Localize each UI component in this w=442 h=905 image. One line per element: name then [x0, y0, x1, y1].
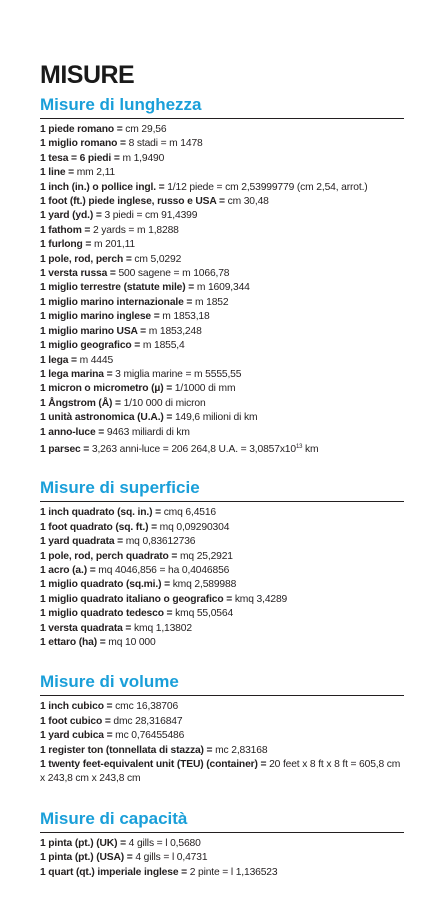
measure-unit: 1 micron o micrometro (µ) =	[40, 383, 173, 395]
measure-unit: 1 foot quadrato (sq. ft.) =	[40, 521, 157, 533]
measure-unit: 1 lega marina =	[40, 368, 113, 380]
section-length	[40, 94, 404, 457]
measure-unit: 1 fathom =	[40, 224, 91, 236]
measure-value: kmq 55,0564	[175, 608, 234, 620]
measure-entry	[40, 715, 404, 729]
measure-entry	[40, 607, 404, 621]
measure-value: 4 gills = l 0,4731	[135, 852, 208, 864]
measure-entry	[40, 866, 404, 880]
measure-unit: 1 miglio marino USA =	[40, 325, 147, 337]
measure-value: cm 5,0292	[134, 253, 182, 265]
measure-value: mm 2,11	[76, 167, 115, 179]
measure-entry	[40, 354, 404, 368]
measure-unit: 1 tesa = 6 piedi =	[40, 152, 120, 164]
measure-unit: 1 quart (qt.) imperiale inglese =	[40, 866, 187, 878]
measure-value: 1/10 000 di micron	[123, 397, 206, 409]
measure-value: mq 10 000	[108, 637, 156, 648]
measure-entry	[40, 209, 404, 223]
measure-unit: 1 inch (in.) o pollice ingl. =	[40, 181, 165, 193]
measure-entry	[40, 224, 404, 238]
measure-unit: 1 anno-luce =	[40, 426, 105, 438]
measure-unit: 1 miglio quadrato (sq.mi.) =	[40, 579, 170, 591]
measure-unit-suffix: km	[302, 443, 319, 455]
measure-unit: 1 lega =	[40, 354, 77, 366]
measure-entry	[40, 123, 404, 137]
measure-entry	[40, 837, 404, 851]
measure-value: 3 piedi = cm 91,4399	[104, 210, 198, 222]
measure-entry	[40, 267, 404, 281]
measure-unit: 1 unità astronomica (U.A.) =	[40, 412, 173, 424]
measure-entry	[40, 137, 404, 151]
measure-value: m 1852	[194, 296, 229, 308]
section-title-capacity: Misure di capacità	[40, 808, 404, 833]
measure-entry	[40, 253, 404, 267]
measure-unit: 1 miglio marino inglese =	[40, 311, 160, 323]
measure-value: 2 yards = m 1,8288	[93, 224, 179, 236]
measure-entry	[40, 729, 404, 743]
measure-value: mc 0,76455486	[115, 730, 185, 742]
measure-value: 149,6 milioni di km	[174, 412, 258, 424]
measure-unit: 1 pole, rod, perch =	[40, 253, 132, 265]
entry-list-length	[40, 123, 404, 457]
document-page	[40, 60, 404, 880]
section-area	[40, 477, 404, 650]
section-title-area: Misure di superficie	[40, 477, 404, 502]
measure-entry	[40, 181, 404, 195]
measure-unit: 1 miglio geografico =	[40, 340, 141, 352]
measure-value: kmq 2,589988	[172, 579, 237, 591]
measure-entry	[40, 593, 404, 607]
measure-entry	[40, 521, 404, 535]
measure-unit: 1 miglio terrestre (statute mile) =	[40, 282, 195, 294]
measure-unit: 1 inch quadrato (sq. in.) =	[40, 507, 161, 519]
measure-unit: 1 yard cubica =	[40, 730, 113, 742]
measure-value: mq 25,2921	[179, 550, 233, 562]
measure-entry	[40, 758, 404, 787]
measure-entry	[40, 550, 404, 564]
measure-entry	[40, 195, 404, 209]
measure-unit: 1 versta quadrata =	[40, 622, 132, 634]
measure-value: m 1853,248	[148, 325, 202, 337]
measure-value: mc 2,83168	[215, 744, 268, 756]
measure-unit: 1 miglio marino internazionale =	[40, 296, 193, 308]
measure-unit: 1 ettaro (ha) =	[40, 637, 106, 648]
measure-entry	[40, 700, 404, 714]
measure-value: cmc 16,38706	[115, 701, 179, 713]
measure-value: 9463 miliardi di km	[106, 426, 190, 438]
measure-unit: 1 line =	[40, 167, 74, 179]
measure-unit: 1 piede romano =	[40, 124, 123, 135]
measure-entry	[40, 636, 404, 650]
measure-value: 1/1000 di mm	[174, 383, 236, 395]
measure-entry	[40, 238, 404, 252]
measure-value: kmq 1,13802	[134, 622, 192, 634]
measure-unit: 1 versta russa =	[40, 268, 116, 280]
measure-value: 3,263 anni-luce = 206 264,8 U.A. = 3,0857x10	[91, 443, 296, 455]
measure-value: mq 4046,856 = ha 0,4046856	[98, 564, 230, 576]
measure-value: m 1609,344	[196, 282, 250, 294]
measure-entry	[40, 166, 404, 180]
measure-entry	[40, 339, 404, 353]
measure-entry	[40, 325, 404, 339]
measure-unit: 1 parsec =	[40, 443, 90, 455]
measure-unit: 1 yard quadrata =	[40, 536, 124, 548]
measure-entry	[40, 744, 404, 758]
measure-unit: 1 pole, rod, perch quadrato =	[40, 550, 178, 562]
measure-unit: 1 pinta (pt.) (UK) =	[40, 837, 126, 849]
measure-value: cm 30,48	[227, 196, 269, 208]
measure-value: cmq 6,4516	[163, 507, 216, 519]
measure-entry	[40, 368, 404, 382]
measure-exponent: 13	[295, 443, 303, 450]
entry-list-capacity	[40, 837, 404, 880]
section-capacity	[40, 808, 404, 880]
measure-unit: 1 pinta (pt.) (USA) =	[40, 852, 133, 864]
measure-entry	[40, 397, 404, 411]
measure-value: kmq 3,4289	[234, 593, 288, 605]
measure-value: mq 0,09290304	[159, 521, 230, 533]
measure-value: dmc 28,316847	[113, 715, 183, 727]
measure-unit: 1 acro (a.) =	[40, 564, 96, 576]
measure-unit: 1 register ton (tonnellata di stazza) =	[40, 744, 213, 756]
measure-value: 3 miglia marine = m 5555,55	[115, 368, 242, 380]
measure-entry	[40, 296, 404, 310]
measure-value: m 4445	[79, 354, 114, 366]
measure-entry	[40, 411, 404, 425]
measure-unit: 1 yard (yd.) =	[40, 210, 102, 222]
page-title: MISURE	[40, 61, 135, 89]
measure-entry	[40, 310, 404, 324]
measure-entry	[40, 440, 404, 457]
entry-list-volume	[40, 700, 404, 786]
measure-value: m 1855,4	[142, 340, 185, 352]
measure-entry	[40, 152, 404, 166]
measure-unit: 1 miglio quadrato tedesco =	[40, 608, 173, 620]
entry-list-area	[40, 506, 404, 650]
measure-value: 4 gills = l 0,5680	[128, 837, 201, 849]
measure-unit: 1 foot cubico =	[40, 715, 111, 727]
measure-value: m 1853,18	[162, 311, 210, 323]
measure-entry	[40, 281, 404, 295]
measure-unit: 1 inch cubico =	[40, 701, 113, 713]
measure-entry	[40, 426, 404, 440]
section-title-volume: Misure di volume	[40, 671, 404, 696]
section-title-length: Misure di lunghezza	[40, 94, 404, 119]
measure-entry	[40, 578, 404, 592]
measure-entry	[40, 622, 404, 636]
measure-value: cm 29,56	[125, 124, 167, 135]
measure-value: 8 stadi = m 1478	[128, 138, 203, 150]
measure-value: 2 pinte = l 1,136523	[189, 866, 278, 878]
measure-unit: 1 Ångstrom (Å) =	[40, 397, 121, 409]
measure-value: m 201,11	[94, 239, 135, 251]
measure-unit: 1 miglio quadrato italiano o geografico =	[40, 593, 233, 605]
measure-unit: 1 miglio romano =	[40, 138, 126, 150]
section-volume	[40, 671, 404, 786]
measure-value: 500 sagene = m 1066,78	[118, 268, 230, 280]
measure-value: m 1,9490	[122, 152, 165, 164]
measure-entry	[40, 535, 404, 549]
measure-unit: 1 twenty feet-equivalent unit (TEU) (container) =	[40, 759, 267, 771]
measure-unit: 1 foot (ft.) piede inglese, russo e USA =	[40, 196, 225, 208]
measure-value: mq 0,83612736	[125, 536, 196, 548]
measure-value: 20 feet x 8 ft x 8 ft = 605,8 cm x 243,8 cm x 243,8 cm	[40, 759, 401, 785]
measure-entry	[40, 382, 404, 396]
measure-unit: 1 furlong =	[40, 239, 92, 251]
measure-entry	[40, 506, 404, 520]
measure-entry	[40, 851, 404, 865]
measure-entry	[40, 564, 404, 578]
measure-value: 1/12 piede = cm 2,53999779 (cm 2,54, arrot.)	[167, 181, 368, 193]
